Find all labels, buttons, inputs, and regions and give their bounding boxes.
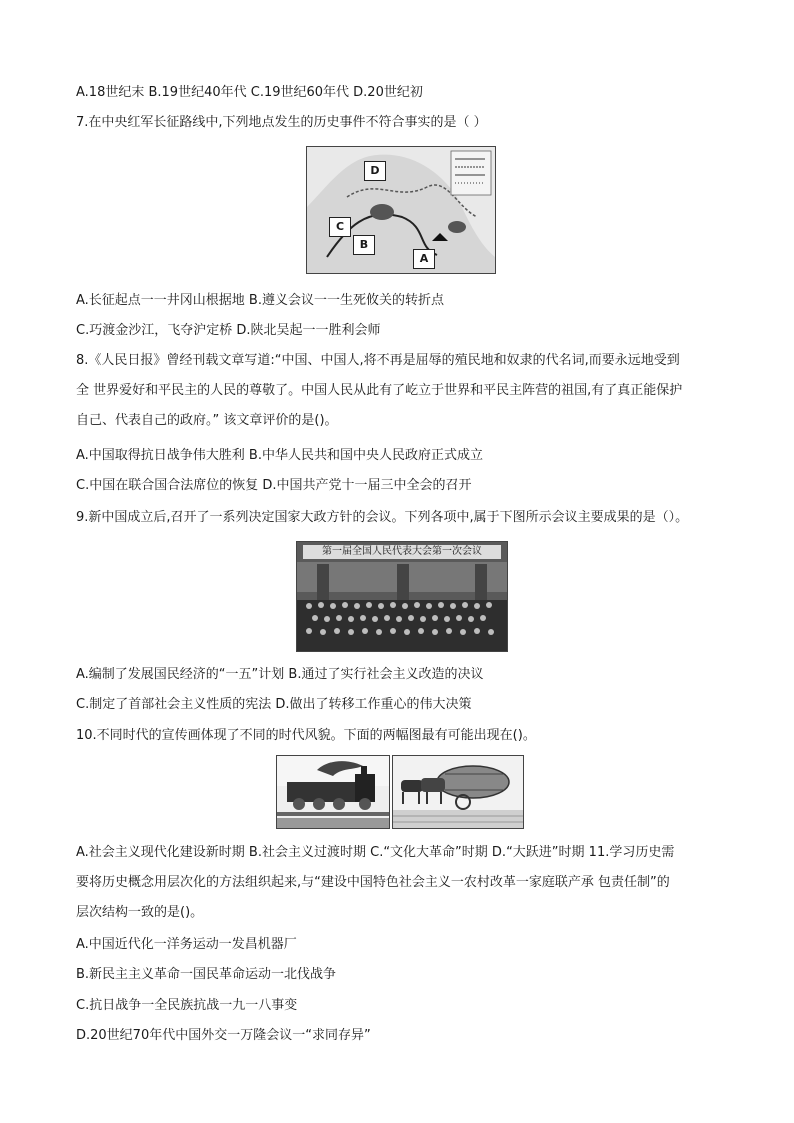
q9-options-1: A.编制了发展国民经济的“一五”计划 B.通过了实行社会主义改造的决议 (76, 667, 484, 682)
q11-stem-2: 层次结构一致的是()。 (76, 905, 204, 920)
q11-stem-1: 要将历史概念用层次化的方法组织起来,与“建设中国特色社会主义一农村改革一家庭联产承 包责任制”的 (76, 875, 670, 890)
q6-options: A.18世纪末 B.19世纪40年代 C.19世纪60年代 D.20世纪初 (76, 85, 423, 100)
q11-option-a: A.中国近代化一洋务运动一发昌机器厂 (76, 937, 297, 952)
q8-stem-1: 8.《人民日报》曾经刊载文章写道:“中国、中国人,将不再是屈辱的殖民地和奴隶的代名词,而要永远地受到 (76, 353, 680, 368)
q7-options-2: C.巧渡金沙江，飞夺沪定桥 D.陕北吴起一一胜利会师 (76, 323, 381, 338)
q7-stem: 7.在中央红军长征路线中,下列地点发生的历史事件不符合事实的是（ ） (76, 115, 487, 130)
map-label-a: A (413, 249, 435, 269)
map-label-d: D (364, 161, 386, 181)
map-label-c: C (329, 217, 351, 237)
long-march-map (306, 146, 496, 274)
map-label-b: B (353, 235, 375, 255)
q10-options: A.社会主义现代化建设新时期 B.社会主义过渡时期 C.“文化大革命”时期 D.“大跃进”时期 11.学习历史需 (76, 845, 675, 860)
q7-options-1: A.长征起点一一井冈山根据地 B.遵义会议一一生死攸关的转折点 (76, 293, 444, 308)
crowd-graphic (297, 542, 507, 651)
q8-options-2: C.中国在联合国合法席位的恢复 D.中国共产党十一届三中全会的召开 (76, 478, 472, 493)
ox-cart-graphic (393, 756, 523, 828)
congress-photo (296, 541, 508, 652)
q9-options-2: C.制定了首部社会主义性质的宪法 D.做出了转移工作重心的伟大决策 (76, 697, 472, 712)
q11-option-c: C.抗日战争一全民族抗战一九一八事变 (76, 998, 298, 1013)
map-graphic (307, 147, 495, 273)
train-graphic (277, 756, 389, 828)
q9-stem: 9.新中国成立后,召开了一系列决定国家大政方针的会议。下列各项中,属于下图所示会议主要成果的是（）。 (76, 510, 689, 525)
q8-stem-3: 自己、代表自己的政府。” 该文章评价的是()。 (76, 413, 338, 428)
q8-options-1: A.中国取得抗日战争伟大胜利 B.中华人民共和国中央人民政府正式成立 (76, 448, 483, 463)
congress-banner: 第一届全国人民代表大会第一次会议 (303, 545, 501, 559)
q11-option-d: D.20世纪70年代中国外交一万隆会议一“求同存异” (76, 1028, 371, 1043)
propaganda-picture-train (276, 755, 390, 829)
q10-stem: 10.不同时代的宣传画体现了不同的时代风貌。下面的两幅图最有可能出现在()。 (76, 728, 536, 743)
q11-option-b: B.新民主主义革命一国民革命运动一北伐战争 (76, 967, 337, 982)
q8-stem-2: 全 世界爱好和平民主的人民的尊敬了。中国人民从此有了屹立于世界和平民主阵营的祖国,有了真正能保护 (76, 383, 683, 398)
propaganda-picture-ox-cart (392, 755, 524, 829)
propaganda-pictures (276, 755, 524, 829)
